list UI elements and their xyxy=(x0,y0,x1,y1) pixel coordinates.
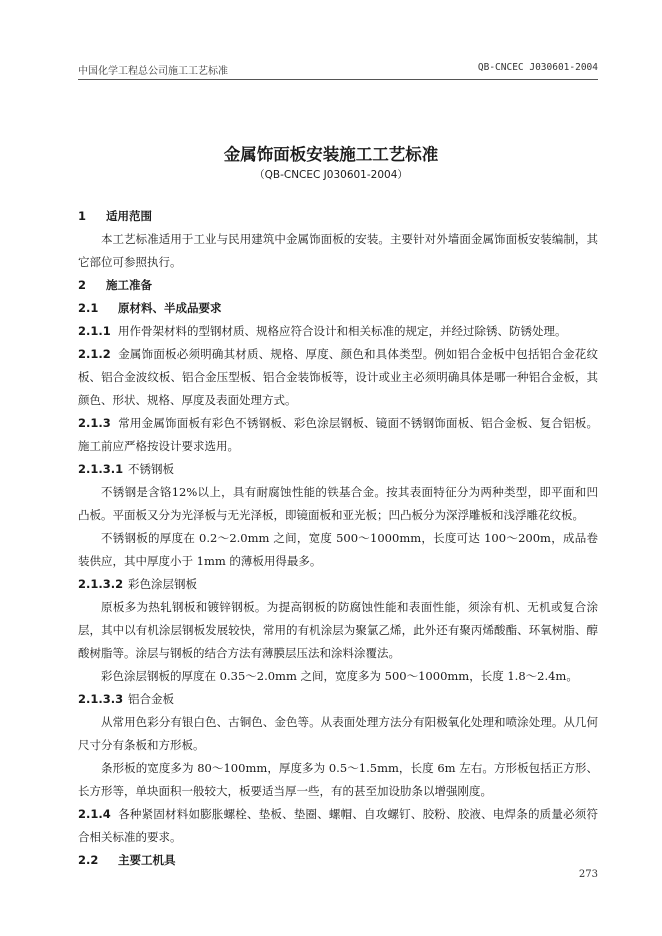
section-title: 施工准备 xyxy=(106,278,152,292)
sub-clause-number: 2.1.3.1 xyxy=(78,462,124,476)
paragraph: 不锈钢是含铬12%以上，具有耐腐蚀性能的铁基合金。按其表面特征分为两种类型，即平面和凹凸板。平面板又分为光泽板与无光泽板，即镜面板和亚光板；凹凸板分为深浮雕板和浅浮雕花纹板。 xyxy=(78,485,598,522)
paragraph: 彩色涂层钢板的厚度在 0.35～2.0mm 之间，宽度多为 500～1000mm，长度 1.8～2.4m。 xyxy=(101,669,578,683)
paragraph: 本工艺标准适用于工业与民用建筑中金属饰面板的安装。主要针对外墙面金属饰面板安装编制，其它部位可参照执行。 xyxy=(78,232,598,269)
sub-clause-heading xyxy=(78,573,598,596)
document-title: 金属饰面板安装施工工艺标准 xyxy=(223,145,439,164)
subsection-title: 原材料、半成品要求 xyxy=(118,301,222,315)
header-code: QB-CNCEC J030601-2004 xyxy=(477,62,598,73)
section-heading xyxy=(78,274,598,297)
subsection-heading xyxy=(78,297,598,320)
paragraph: 条形板的宽度多为 80～100mm，厚度多为 0.5～1.5mm，长度 6m 左右。方形板包括正方形、长方形等，单块面积一般较大，板要适当厚一些，有的甚至加设肋条以增强刚度。 xyxy=(78,761,598,798)
paragraph: 原板多为热轧钢板和镀锌钢板。为提高钢板的防腐蚀性能和表面性能，须涂有机、无机或复合涂层，其中以有机涂层钢板发展较快，常用的有机涂层为聚氯乙烯，此外还有聚丙烯酸酯、环氧树脂、醇酸树脂等。涂层与钢板的结合方法有薄膜层压法和涂料涂覆法。 xyxy=(78,600,598,660)
sub-clause-heading xyxy=(78,458,598,481)
page-header xyxy=(78,62,598,78)
clause xyxy=(78,320,598,343)
document-code: （QB-CNCEC J030601-2004） xyxy=(254,169,408,181)
page-number: 273 xyxy=(578,869,598,880)
header-divider xyxy=(78,79,598,80)
clause xyxy=(78,343,598,412)
clause-text: 金属饰面板必须明确其材质、规格、厚度、颜色和具体类型。例如铝合金板中包括铝合金花纹板、铝合金波纹板、铝合金压型板、铝合金装饰板等，设计或业主必须明确具体是哪一种铝合金板，其颜色、形状、规格、厚度及表面处理方式。 xyxy=(78,347,598,407)
subsection-title: 主要工机具 xyxy=(118,853,176,867)
clause-number: 2.1.1 xyxy=(78,324,111,338)
clause-text: 常用金属饰面板有彩色不锈钢板、彩色涂层钢板、镜面不锈钢饰面板、铝合金板、复合铝板。施工前应严格按设计要求选用。 xyxy=(78,416,598,453)
section-heading xyxy=(78,205,598,228)
clause xyxy=(78,412,598,458)
sub-clause-title: 铝合金板 xyxy=(128,692,174,706)
clause-number: 2.1.2 xyxy=(78,347,111,361)
document-body xyxy=(78,205,598,872)
clause-number: 2.1.4 xyxy=(78,807,111,821)
paragraph: 不锈钢板的厚度在 0.2～2.0mm 之间，宽度 500～1000mm，长度可达 100～200m，成品卷装供应，其中厚度小于 1mm 的薄板用得最多。 xyxy=(78,531,598,568)
section-number: 1 xyxy=(78,209,87,223)
subsection-number: 2.1 xyxy=(78,301,99,315)
sub-clause-title: 不锈钢板 xyxy=(128,462,174,476)
subsection-heading xyxy=(78,849,598,872)
section-number: 2 xyxy=(78,278,87,292)
clause-number: 2.1.3 xyxy=(78,416,111,430)
clause xyxy=(78,803,598,849)
sub-clause-number: 2.1.3.3 xyxy=(78,692,124,706)
sub-clause-title: 彩色涂层钢板 xyxy=(128,577,197,591)
section-title: 适用范围 xyxy=(106,209,152,223)
header-org: 中国化学工程总公司施工工艺标准 xyxy=(78,66,228,77)
clause-text: 用作骨架材料的型钢材质、规格应符合设计和相关标准的规定，并经过除锈、防锈处理。 xyxy=(118,324,567,338)
subsection-number: 2.2 xyxy=(78,853,99,867)
sub-clause-heading xyxy=(78,688,598,711)
paragraph: 从常用色彩分有银白色、古铜色、金色等。从表面处理方法分有阳极氧化处理和喷涂处理。从几何尺寸分有条板和方形板。 xyxy=(78,715,598,752)
clause-text: 各种紧固材料如膨胀螺栓、垫板、垫圈、螺帽、自攻螺钉、胶粉、胶液、电焊条的质量必须符合相关标准的要求。 xyxy=(78,807,598,844)
sub-clause-number: 2.1.3.2 xyxy=(78,577,124,591)
